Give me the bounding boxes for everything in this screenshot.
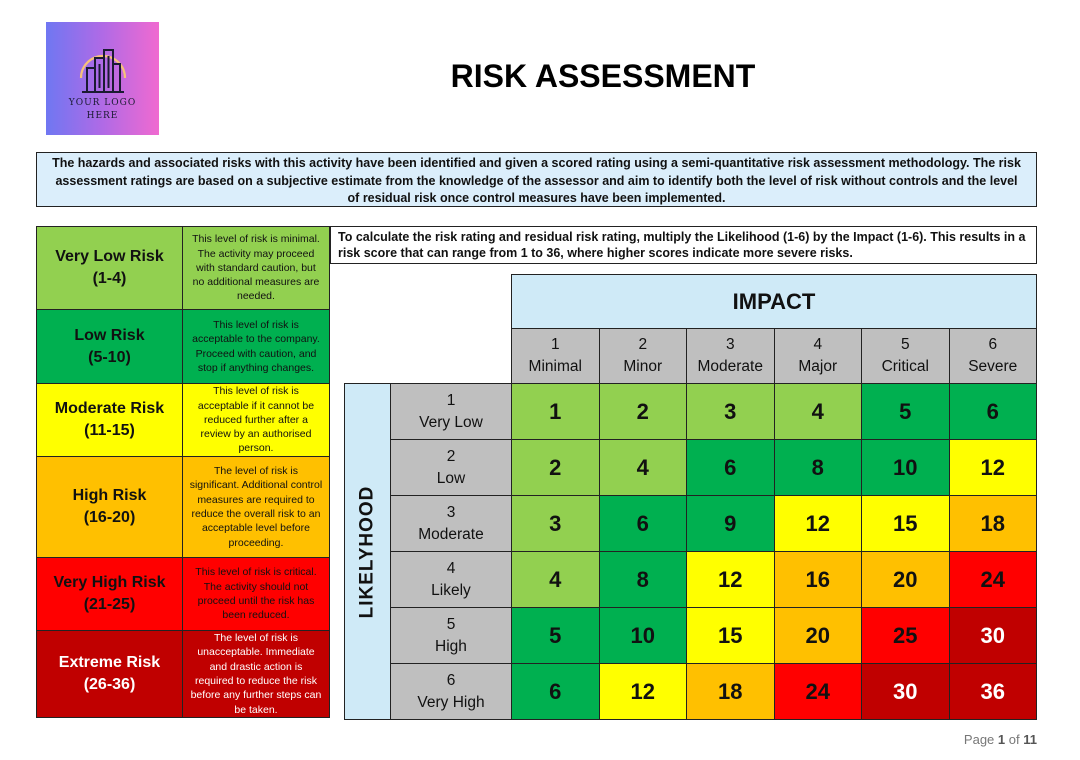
legend-description: This level of risk is critical. The activity should not proceed until the risk has been reduced. <box>183 558 329 630</box>
impact-level-name: Moderate <box>697 358 763 375</box>
legend-description: The level of risk is unacceptable. Immediate and drastic action is required to reduce the risk before any further steps can be taken. <box>183 631 329 717</box>
risk-score-cell: 24 <box>774 663 863 720</box>
risk-score-cell: 9 <box>686 495 775 552</box>
risk-score-cell: 20 <box>861 551 950 608</box>
legend-risk-name: Extreme Risk <box>58 654 161 671</box>
logo-text-line1: YOUR LOGO <box>68 98 137 108</box>
risk-score-cell: 10 <box>599 607 688 664</box>
legend-risk-name: Moderate Risk <box>54 400 165 417</box>
page-number <box>940 732 1037 747</box>
legend-label <box>37 310 183 383</box>
logo-text <box>63 97 143 123</box>
risk-score-cell: 18 <box>949 495 1038 552</box>
likelihood-level-number: 5 <box>446 615 456 633</box>
impact-level-number: 4 <box>813 336 823 353</box>
likelihood-level-header <box>390 663 512 720</box>
risk-score-cell: 18 <box>686 663 775 720</box>
legend-risk-range: (5-10) <box>88 348 131 366</box>
risk-score-cell: 30 <box>861 663 950 720</box>
likelihood-level-name: Low <box>436 469 466 487</box>
likelihood-level-name: High <box>435 637 467 655</box>
likelihood-level-header <box>390 551 512 608</box>
legend-label <box>37 384 183 456</box>
legend-risk-name: Low Risk <box>74 326 145 344</box>
impact-level-name: Critical <box>881 358 929 375</box>
impact-level-header <box>774 328 863 384</box>
impact-level-header <box>599 328 688 384</box>
legend-risk-name: Very Low Risk <box>55 248 164 265</box>
impact-level-name: Severe <box>968 358 1018 375</box>
risk-score-cell: 36 <box>949 663 1038 720</box>
risk-score-cell: 2 <box>511 439 600 496</box>
legend-description: This level of risk is minimal. The activity may proceed with standard caution, but no additional measures are needed. <box>183 227 329 309</box>
likelihood-level-header <box>390 495 512 552</box>
legend-risk-range: (11-15) <box>84 422 135 439</box>
impact-level-name: Minor <box>623 358 663 375</box>
risk-score-cell: 15 <box>861 495 950 552</box>
risk-score-cell: 12 <box>686 551 775 608</box>
legend-row <box>36 383 330 456</box>
likelihood-level-number: 2 <box>446 447 456 465</box>
legend-row <box>36 226 330 309</box>
page-of: of <box>1008 732 1020 747</box>
page-title: RISK ASSESSMENT <box>450 58 756 94</box>
likelihood-level-name: Likely <box>431 581 471 599</box>
legend-risk-name: Very High Risk <box>53 574 166 591</box>
impact-level-header <box>686 328 775 384</box>
legend-description: This level of risk is acceptable if it cannot be reduced further after a review by an authorised person. <box>183 384 329 456</box>
impact-header: IMPACT <box>511 274 1037 329</box>
impact-level-header <box>511 328 600 384</box>
risk-score-cell: 16 <box>774 551 863 608</box>
risk-score-cell: 6 <box>511 663 600 720</box>
risk-legend <box>36 226 330 718</box>
legend-label <box>37 457 183 557</box>
impact-level-header <box>949 328 1038 384</box>
legend-risk-range: (16-20) <box>83 509 136 526</box>
legend-label <box>37 558 183 630</box>
risk-score-cell: 4 <box>511 551 600 608</box>
risk-score-cell: 3 <box>511 495 600 552</box>
legend-risk-name: High Risk <box>72 487 147 504</box>
legend-description: This level of risk is acceptable to the company. Proceed with caution, and stop if anything changes. <box>183 310 329 383</box>
legend-description: The level of risk is significant. Additional control measures are required to reduce the overall risk to an acceptable level before proceeding. <box>183 457 329 557</box>
impact-level-number: 2 <box>638 336 648 353</box>
likelihood-level-name: Very High <box>417 693 485 711</box>
company-logo <box>46 22 159 135</box>
likelihood-level-number: 4 <box>446 559 456 577</box>
legend-label <box>37 227 183 309</box>
risk-score-cell: 24 <box>949 551 1038 608</box>
impact-level-name: Minimal <box>528 358 582 375</box>
risk-score-cell: 30 <box>949 607 1038 664</box>
risk-score-cell: 10 <box>861 439 950 496</box>
impact-level-number: 5 <box>900 336 910 353</box>
risk-score-cell: 4 <box>599 439 688 496</box>
buildings-logo-icon <box>73 38 133 94</box>
risk-score-cell: 6 <box>599 495 688 552</box>
legend-risk-range: (26-36) <box>83 676 136 693</box>
legend-row <box>36 309 330 383</box>
legend-row <box>36 456 330 557</box>
risk-score-cell: 12 <box>774 495 863 552</box>
likelihood-header <box>344 383 391 720</box>
likelihood-level-number: 3 <box>446 503 456 521</box>
risk-score-cell: 25 <box>861 607 950 664</box>
risk-score-cell: 5 <box>861 383 950 440</box>
impact-level-header <box>861 328 950 384</box>
impact-level-number: 1 <box>550 336 560 353</box>
risk-score-cell: 1 <box>511 383 600 440</box>
likelihood-level-number: 1 <box>446 391 456 409</box>
risk-score-cell: 8 <box>599 551 688 608</box>
risk-score-cell: 5 <box>511 607 600 664</box>
likelihood-level-header <box>390 383 512 440</box>
risk-score-cell: 2 <box>599 383 688 440</box>
impact-level-name: Major <box>798 358 838 375</box>
intro-text: The hazards and associated risks with this activity have been identified and given a scored rating using a semi-quantitative risk assessment methodology. The risk assessment ratings are based on a subjective estimate from the knowledge of the assessor and aim to identify both the level of risk without controls and the level of residual risk once control measures have been implemented. <box>36 152 1037 207</box>
calculation-note: To calculate the risk rating and residual risk rating, multiply the Likelihood (1-6) by the Impact (1-6). This results in a risk score that can range from 1 to 36, where higher scores indicate more severe risks. <box>330 226 1037 264</box>
legend-risk-range: (1-4) <box>92 270 127 287</box>
likelihood-level-header <box>390 439 512 496</box>
legend-risk-range: (21-25) <box>83 596 136 613</box>
likelihood-level-name: Moderate <box>418 525 484 543</box>
risk-score-cell: 3 <box>686 383 775 440</box>
impact-level-number: 6 <box>988 336 998 353</box>
page-current: 1 <box>997 732 1006 747</box>
logo-text-line2: HERE <box>86 111 119 121</box>
risk-score-cell: 12 <box>599 663 688 720</box>
risk-score-cell: 4 <box>774 383 863 440</box>
legend-row <box>36 557 330 630</box>
likelihood-label: LIKELYHOOD <box>356 485 378 618</box>
page-prefix: Page <box>963 732 995 747</box>
risk-score-cell: 6 <box>686 439 775 496</box>
likelihood-level-name: Very Low <box>419 413 483 431</box>
risk-score-cell: 6 <box>949 383 1038 440</box>
risk-score-cell: 15 <box>686 607 775 664</box>
legend-row <box>36 630 330 718</box>
page-total: 11 <box>1023 732 1037 747</box>
risk-score-cell: 8 <box>774 439 863 496</box>
likelihood-level-number: 6 <box>446 671 456 689</box>
legend-label <box>37 631 183 717</box>
impact-level-number: 3 <box>725 336 735 353</box>
likelihood-level-header <box>390 607 512 664</box>
risk-score-cell: 20 <box>774 607 863 664</box>
risk-score-cell: 12 <box>949 439 1038 496</box>
